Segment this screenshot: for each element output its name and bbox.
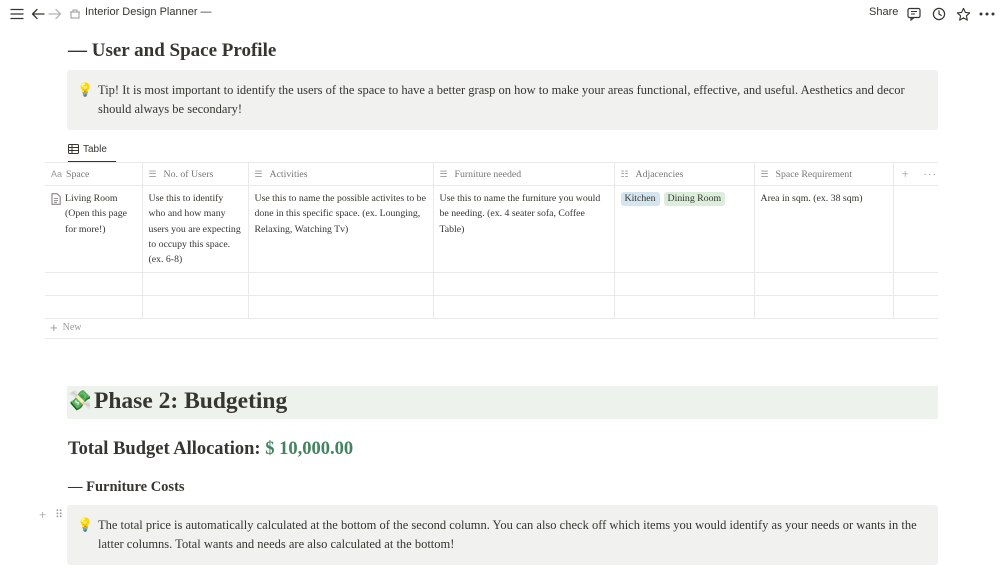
budget-amount: $ 10,000.00 bbox=[265, 439, 354, 459]
column-header-furniture[interactable]: ☰ Furniture needed bbox=[433, 163, 614, 186]
arrow-left-icon[interactable] bbox=[29, 5, 47, 23]
text-property-icon: ☰ bbox=[254, 168, 263, 179]
top-bar bbox=[0, 0, 1005, 28]
column-header-users[interactable]: ☰ No. of Users bbox=[142, 163, 248, 186]
column-header-space-requirement[interactable]: ☰ Space Requirement bbox=[754, 163, 893, 186]
title-property-icon: Aa bbox=[51, 168, 63, 179]
tag-dining-room: Dining Room bbox=[664, 192, 726, 206]
add-block-icon[interactable]: + bbox=[39, 507, 47, 522]
column-header-activities[interactable]: ☰ Activities bbox=[248, 163, 433, 186]
tip-callout bbox=[67, 70, 938, 130]
price-callout bbox=[67, 505, 938, 565]
multi-select-property-icon: ☷ bbox=[620, 168, 629, 179]
price-callout-text: The total price is automatically calculated at the bottom of the second column. You can also check off which items you would identify as your needs or wants in the latter columns. Total wants and needs are also calculated at the bottom! bbox=[98, 518, 917, 551]
cell-activities[interactable]: Use this to name the possible activites to be done in this specific space. (ex. Lounging, Relaxing, Watching Tv) bbox=[248, 186, 433, 273]
table-row[interactable] bbox=[45, 186, 938, 273]
table-row-empty[interactable] bbox=[45, 273, 938, 296]
cell-furniture[interactable]: Use this to name the furniture you would be needing. (ex. 4 seater sofa, Coffee Table) bbox=[433, 186, 614, 273]
comment-icon[interactable] bbox=[905, 5, 923, 23]
budget-label: Total Budget Allocation: bbox=[68, 439, 261, 459]
table-header-row bbox=[45, 163, 938, 186]
column-header-space[interactable]: Aa Space bbox=[45, 163, 142, 186]
user-space-table bbox=[45, 162, 938, 319]
table-icon bbox=[68, 144, 79, 154]
star-icon[interactable] bbox=[954, 5, 972, 23]
new-row-label: New bbox=[62, 322, 82, 333]
share-button[interactable]: Share bbox=[869, 6, 899, 18]
cell-space[interactable]: Living Room (Open this page for more!) bbox=[45, 186, 142, 273]
lightbulb-icon: 💡 bbox=[77, 82, 94, 97]
section-heading-user-space-profile: — User and Space Profile bbox=[68, 40, 277, 61]
more-icon[interactable]: ··· bbox=[923, 169, 938, 181]
money-icon: 💸 bbox=[67, 390, 92, 412]
phase-title: Phase 2: Budgeting bbox=[94, 388, 288, 414]
text-property-icon: ☰ bbox=[760, 168, 769, 179]
total-budget-heading bbox=[68, 439, 353, 460]
cell-empty bbox=[893, 186, 938, 273]
cell-users[interactable]: Use this to identify who and how many users you are expecting to occupy this space. (ex. 6-8) bbox=[142, 186, 248, 273]
more-icon[interactable] bbox=[978, 5, 996, 23]
page-icon bbox=[66, 5, 84, 23]
phase-heading-block bbox=[67, 386, 938, 419]
tab-table[interactable] bbox=[68, 137, 116, 163]
furniture-costs-heading: — Furniture Costs bbox=[68, 479, 185, 495]
menu-icon[interactable] bbox=[8, 5, 26, 23]
column-header-actions bbox=[893, 163, 938, 186]
table-row-empty[interactable] bbox=[45, 296, 938, 319]
lightbulb-icon: 💡 bbox=[77, 517, 94, 532]
tip-callout-text: Tip! It is most important to identify the users of the space to have a better grasp on how to make your areas functional, effective, and useful. Aesthetics and decor should always be secondary! bbox=[98, 83, 905, 116]
drag-handle-icon[interactable]: ⠿ bbox=[55, 509, 63, 521]
clock-icon[interactable] bbox=[930, 5, 948, 23]
text-property-icon: ☰ bbox=[148, 168, 157, 179]
plus-icon: + bbox=[50, 320, 58, 335]
text-property-icon: ☰ bbox=[439, 168, 448, 179]
tab-table-label: Table bbox=[83, 143, 107, 155]
arrow-right-icon[interactable] bbox=[46, 5, 64, 23]
add-property-icon[interactable]: + bbox=[901, 166, 909, 181]
column-header-adjacencies[interactable]: ☷ Adjacencies bbox=[614, 163, 754, 186]
cell-adjacencies[interactable] bbox=[614, 186, 754, 273]
page-icon bbox=[51, 193, 61, 205]
breadcrumb[interactable]: Interior Design Planner — bbox=[85, 6, 212, 18]
cell-space-requirement[interactable]: Area in sqm. (ex. 38 sqm) bbox=[754, 186, 893, 273]
tag-kitchen: Kitchen bbox=[621, 192, 660, 206]
new-row-button[interactable] bbox=[45, 317, 938, 339]
